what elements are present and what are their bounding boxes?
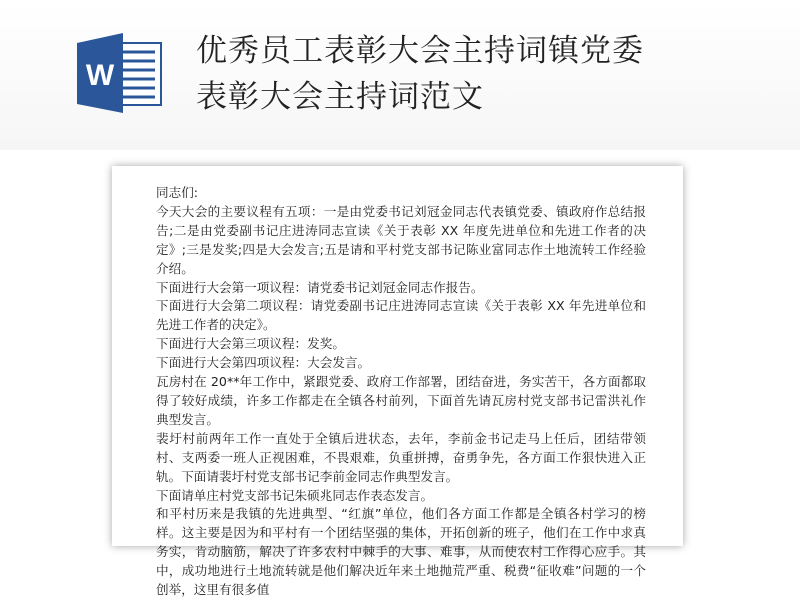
document-body: [156, 184, 646, 600]
paragraph: 下面进行大会第三项议程：发奖。: [156, 336, 345, 352]
paragraph: 同志们:: [156, 185, 199, 200]
svg-text:W: W: [85, 59, 115, 92]
paragraph: 和平村历来是我镇的先进典型、“红旗”单位，他们各方面工作都是全镇各村学习的榜样。这主要是因为和平村有一个团结坚强的集体，开拓创新的班子，他们在工作中求真务实，肯动脑筋，解决了许多农村中棘手的大事、难事，从而使农村工作得心应手。其中，成功地进行土地流转就是他们解决近年来土地抛荒严重、税费“征收难”问题的一个创举，这里有很多值: [156, 506, 646, 598]
paragraph: 下面进行大会第二项议程：请党委副书记庄进涛同志宣读《关于表彰 XX 年先进单位和先进工作者的决定》。: [156, 298, 646, 333]
paragraph: 下面请单庄村党支部书记朱硕兆同志作表态发言。: [156, 487, 434, 503]
paragraph: 今天大会的主要议程有五项：一是由党委书记刘冠金同志代表镇党委、镇政府作总结报告;二是由党委副书记庄进涛同志宣读《关于表彰 XX 年度先进单位和先进工作者的决定》;三是发奖;四是大会发言;五是请和平村党支部书记陈业富同志作土地流转工作经验介绍。: [156, 203, 646, 276]
paragraph: 裴圩村前两年工作一直处于全镇后进状态，去年，李前金书记走马上任后，团结带领村、支两委一班人正视困难，不畏艰难，负重拼搏，奋勇争先，各方面工作狠快进入正轨。下面请裴圩村党支部书记李前金同志作典型发言。: [156, 430, 646, 484]
paragraph: 下面进行大会第一项议程：请党委书记刘冠金同志作报告。: [156, 279, 484, 295]
document-page: [112, 166, 683, 598]
document-title: [196, 28, 644, 120]
paragraph: 下面进行大会第四项议程：大会发言。: [156, 355, 371, 371]
word-icon: [77, 33, 163, 113]
header: [0, 0, 800, 150]
paragraph: 瓦房村在 20**年工作中，紧跟党委、政府工作部署，团结奋进，务实苦干，各方面都取得了较好成绩，许多工作都走在全镇各村前列，下面首先请瓦房村党支部书记雷洪礼作典型发言。: [156, 374, 646, 427]
title-line-2: 表彰大会主持词范文: [196, 79, 484, 115]
title-line-1: 优秀员工表彰大会主持词镇党委: [196, 33, 644, 69]
